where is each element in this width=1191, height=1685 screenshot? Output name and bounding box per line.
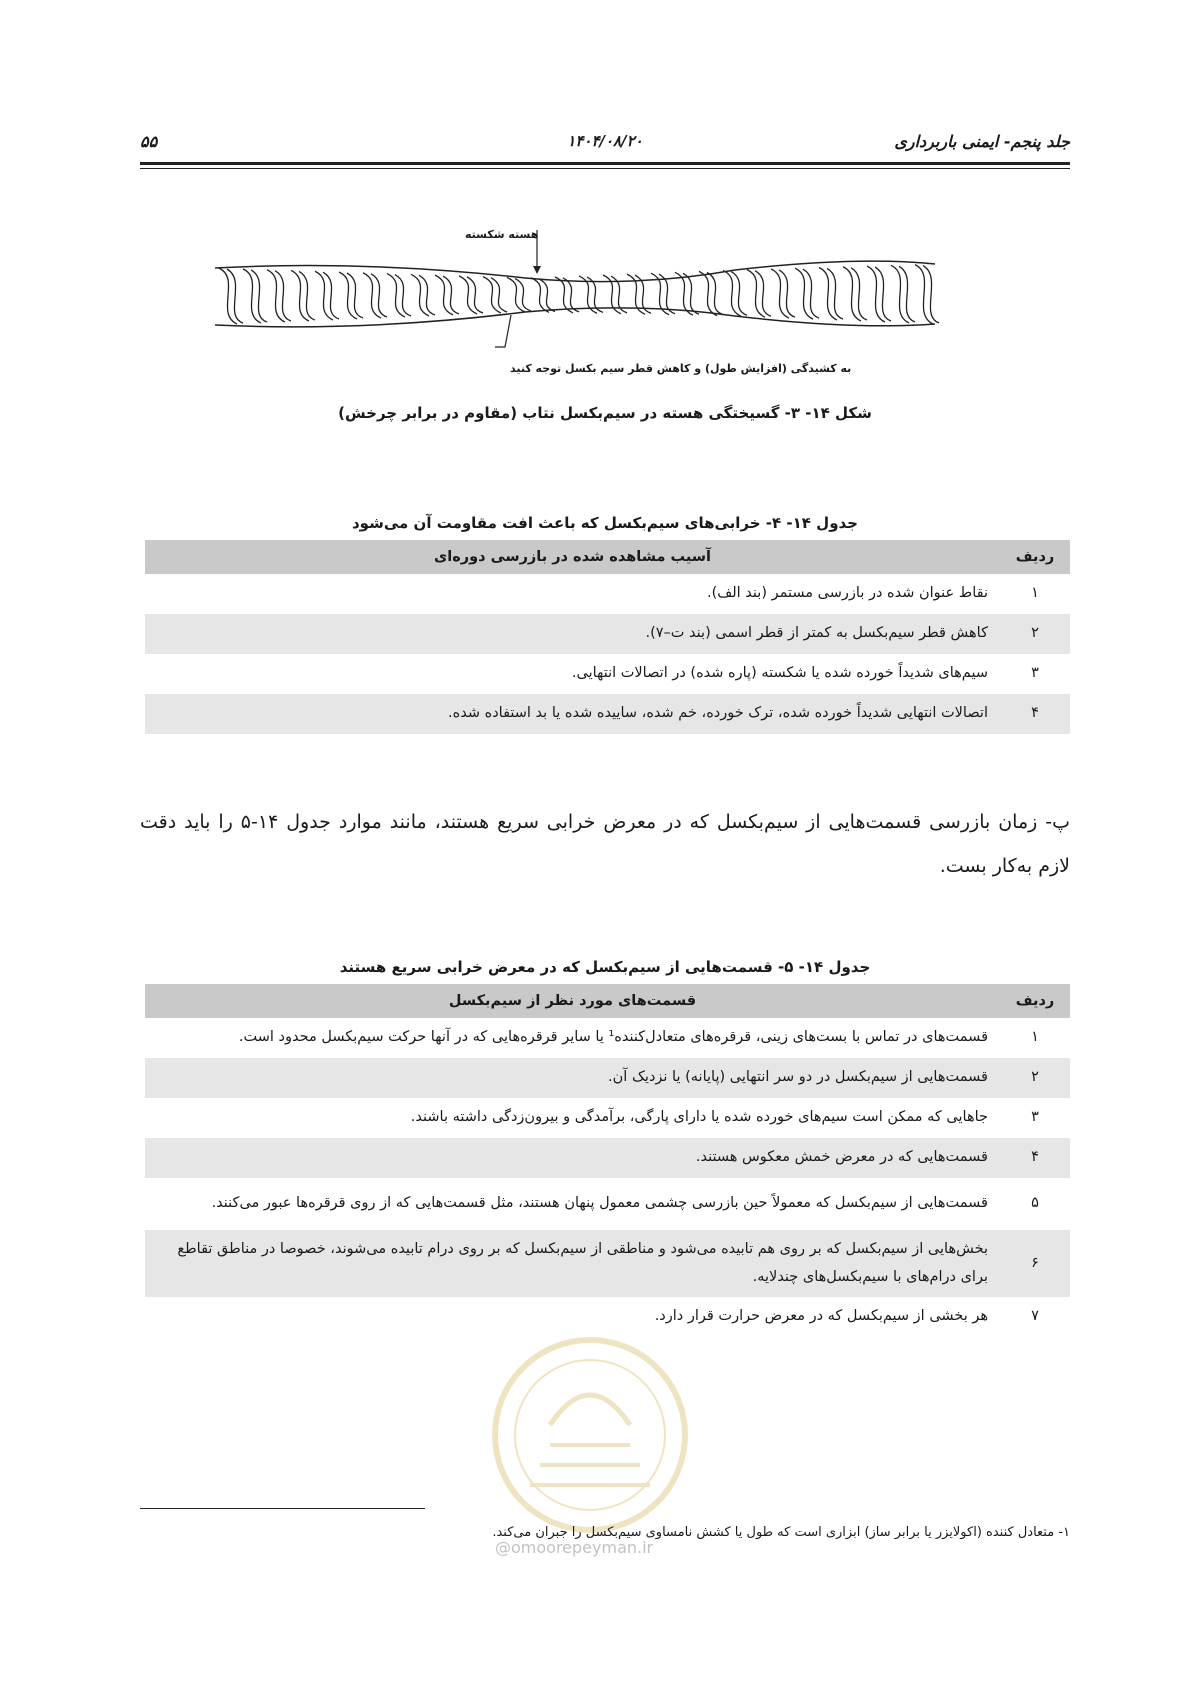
row-text: قسمت‌های در تماس با بست‌های زینی، قرقره‌های متعادل‌کننده¹ یا سایر قرقره‌هایی که در آنها حرکت سیم‌بکسل محدود است. [238, 1029, 988, 1046]
row-number: ۴ [1000, 694, 1070, 734]
row-number: ۲ [1000, 1058, 1070, 1098]
rope-strand [339, 272, 357, 319]
row-text: بخش‌هایی از سیم‌بکسل که بر روی هم تابیده می‌شود و مناطقی از سیم‌بکسل که بر روی درام تابیده می‌شوند، خصوصا در مناطق تقاطع برای درام‌های با سیم‌بکسل‌های چندلایه. [145, 1230, 1000, 1297]
volume-title: جلد پنجم- ایمنی باربرداری [894, 132, 1070, 151]
rope-strand [483, 277, 501, 313]
rope-strand [795, 268, 813, 319]
row-number: ۳ [1031, 665, 1039, 682]
rope-strand [555, 277, 573, 313]
row-text: کاهش قطر سیم‌بکسل به کمتر از قطر اسمی (بند ت–۷). [145, 614, 1000, 654]
row-text: سیم‌های شدیداً خورده شده یا شکسته (پاره شده) در اتصالات انتهایی. [571, 665, 988, 682]
rope-figure [215, 220, 1015, 380]
row-number: ۷ [1031, 1308, 1039, 1325]
rope-strand [315, 271, 333, 320]
table-row [145, 1018, 1070, 1058]
table-row [145, 1178, 1070, 1230]
rope-strand [459, 276, 477, 314]
row-number: ۴ [1000, 1138, 1070, 1178]
label-broken-core: هسته شکسته [465, 228, 539, 241]
rope-strand [531, 278, 549, 313]
row-number: ۱ [1031, 585, 1039, 602]
row-number: ۱ [1031, 1029, 1039, 1046]
rope-strand [363, 273, 381, 318]
table2 [145, 984, 1070, 1337]
rope-strand [851, 268, 867, 320]
core-pointer-arrow [533, 266, 541, 274]
row-text: قسمت‌هایی از سیم‌بکسل که معمولاً حین بازرسی چشمی معمول پنهان هستند، مثل قسمت‌هایی که از روی قرقره‌ها عبور می‌کنند. [211, 1195, 988, 1212]
rope-strand [699, 271, 717, 315]
table-row [145, 694, 1070, 734]
row-text: جاهایی که ممکن است سیم‌های خورده شده یا دارای پارگی، برآمدگی و بیرون‌زدگی داشته باشند. [410, 1109, 988, 1126]
page-header [140, 130, 1070, 165]
row-number: ۵ [1031, 1195, 1039, 1212]
wire-rope-illustration [215, 220, 1015, 380]
table2-header-row-num: ردیف [1000, 984, 1070, 1018]
table1 [145, 540, 1070, 734]
table-row [145, 1138, 1070, 1178]
row-number: ۳ [1031, 1109, 1039, 1126]
table2-caption: جدول ۱۴- ۵- قسمت‌هایی از سیم‌بکسل که در معرض خرابی سریع هستند [339, 958, 871, 976]
table-row [145, 1230, 1070, 1297]
table-row [145, 1098, 1070, 1138]
table1-header-damage: آسیب مشاهده شده در بازرسی دوره‌ای [145, 540, 1000, 574]
rope-strand [227, 269, 243, 323]
note-pointer [495, 315, 511, 347]
figure-caption: شکل ۱۴- ۳- گسیختگی هسته در سیم‌بکسل نتاب (مقاوم در برابر چرخش) [338, 404, 872, 422]
footnote: ۱- متعادل کننده (اکولایزر یا برابر ساز) ابزاری است که طول یا کشش نامساوی سیم‌بکسل را جبران می‌کند. [492, 1525, 1070, 1540]
row-text: اتصالات انتهایی شدیداً خورده شده، ترک خورده، خم شده، ساییده شده یا بد استفاده شده. [145, 694, 1000, 734]
row-text: نقاط عنوان شده در بازرسی مستمر (بند الف). [706, 585, 988, 602]
row-number: ۲ [1000, 614, 1070, 654]
page-number: ۵۵ [140, 132, 158, 151]
table1-caption: جدول ۱۴- ۴- خرابی‌های سیم‌بکسل که باعث افت مقاومت آن می‌شود [351, 514, 858, 532]
footnote-rule [140, 1508, 425, 1509]
body-paragraph: پ- زمان بازرسی قسمت‌هایی از سیم‌بکسل که در معرض خرابی سریع هستند، مانند موارد جدول ۱۴-۵ را باید دقت لازم به‌کار بست. [140, 811, 1070, 877]
rope-strand [771, 269, 789, 318]
watermark-url: @omoorepeyman.ir [495, 1538, 654, 1557]
row-number: ۶ [1000, 1230, 1070, 1297]
table2-header-parts: قسمت‌های مورد نظر از سیم‌بکسل [145, 984, 1000, 1018]
row-text: قسمت‌هایی از سیم‌بکسل در دو سر انتهایی (پایانه) یا نزدیک آن. [145, 1058, 1000, 1098]
rope-strand [747, 270, 765, 318]
watermark-logo [480, 1325, 700, 1545]
table-row [145, 614, 1070, 654]
rope-strand [387, 274, 405, 317]
header-date: ۱۴۰۴/۰۸/۲۰ [567, 132, 643, 150]
row-text: قسمت‌هایی که در معرض خمش معکوس هستند. [145, 1138, 1000, 1178]
rope-strand [875, 267, 891, 321]
rope-strand [291, 270, 309, 321]
row-text: هر بخشی از سیم‌بکسل که در معرض حرارت قرار دارد. [654, 1308, 988, 1325]
rope-strand [899, 266, 915, 322]
rope-strand [923, 266, 939, 323]
rope-strand [507, 277, 525, 312]
table-row [145, 1058, 1070, 1098]
rope-strand [723, 270, 741, 316]
table-row [145, 654, 1070, 694]
rope-strand [435, 275, 453, 315]
label-elongation-note: به کشیدگی (افزایش طول) و کاهش قطر سیم بکسل توجه کنید [510, 362, 852, 375]
table-row [145, 574, 1070, 614]
rope-strand [411, 274, 429, 316]
rope-strand [251, 270, 267, 322]
table1-header-row-num: ردیف [1000, 540, 1070, 574]
rope-strand [675, 272, 693, 315]
